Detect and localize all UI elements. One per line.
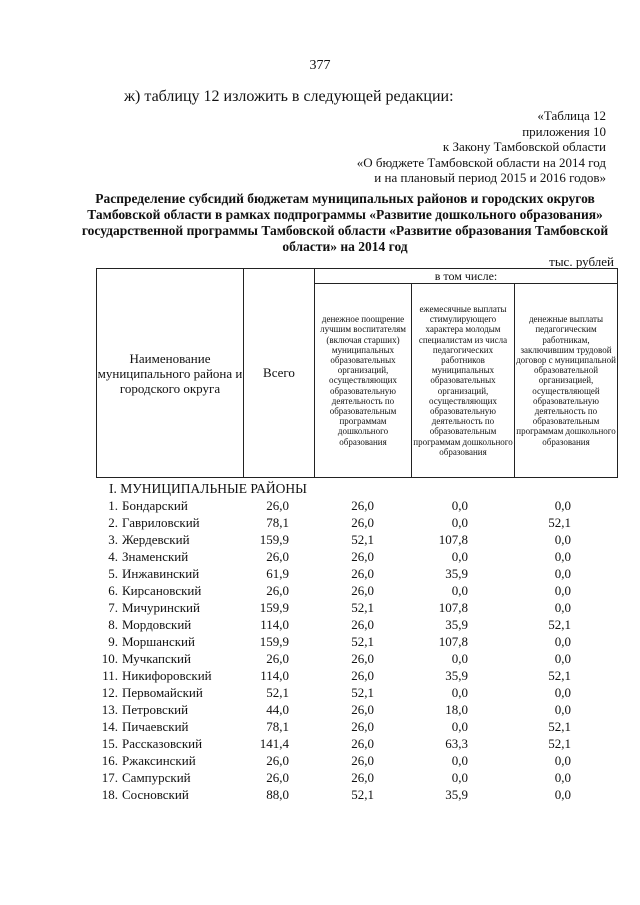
header-including: в том числе: bbox=[315, 269, 618, 284]
row-value-3: 0,0 bbox=[554, 770, 571, 785]
row-number: 2. bbox=[108, 515, 118, 530]
table-row bbox=[0, 786, 640, 803]
row-total: 26,0 bbox=[266, 549, 289, 564]
row-value-2: 0,0 bbox=[451, 770, 468, 785]
row-value-1: 26,0 bbox=[351, 583, 374, 598]
row-value-1: 26,0 bbox=[351, 702, 374, 717]
page-number: 377 bbox=[309, 58, 331, 73]
row-value-3: 0,0 bbox=[554, 549, 571, 564]
row-value-2: 0,0 bbox=[451, 719, 468, 734]
table-header bbox=[96, 268, 618, 478]
document-title: Распределение субсидий бюджетам муниципальных районов и городских округов Тамбовской области в рамках подпрограммы «Развитие дошкольного образования» государственной программы Тамбовской области «Развитие образования Тамбовской области» на 2014 год bbox=[81, 191, 609, 254]
row-number: 17. bbox=[101, 770, 118, 785]
row-value-2: 0,0 bbox=[451, 753, 468, 768]
row-value-2: 107,8 bbox=[438, 600, 468, 615]
table-row bbox=[0, 718, 640, 735]
row-total: 78,1 bbox=[266, 515, 289, 530]
header-subcolumn-1: денежное поощрение лучшим воспитателям (включая старших) муниципальных образовательных организаций, осуществляющих образовательную деятельность по образовательным программам дошкольного образования bbox=[315, 284, 412, 478]
caption-line: и на плановый период 2015 и 2016 годов» bbox=[374, 170, 606, 185]
header-subcolumn-3: денежные выплаты педагогическим работникам, заключившим трудовой договор с муниципальной образовательной организацией, осуществляющей образовательную деятельность по образовательным программам дошкольного образования bbox=[515, 284, 618, 478]
row-number: 14. bbox=[101, 719, 118, 734]
row-value-2: 35,9 bbox=[445, 566, 468, 581]
row-name: Бондарский bbox=[122, 498, 188, 513]
row-value-1: 26,0 bbox=[351, 498, 374, 513]
row-number: 9. bbox=[108, 634, 118, 649]
row-name: Петровский bbox=[122, 702, 189, 717]
table-row bbox=[0, 497, 640, 514]
row-total: 159,9 bbox=[259, 634, 289, 649]
row-value-3: 0,0 bbox=[554, 566, 571, 581]
row-value-3: 0,0 bbox=[554, 583, 571, 598]
table-row bbox=[0, 633, 640, 650]
header-subcolumn-2: ежемесячные выплаты стимулирующего характера молодым специалистам из числа педагогических работников муниципальных образовательных организаций, осуществляющих образовательную деятельность по образовательным программам дошкольного образования bbox=[412, 284, 515, 478]
row-value-2: 107,8 bbox=[438, 634, 468, 649]
row-number: 1. bbox=[108, 498, 118, 513]
caption-line: к Закону Тамбовской области bbox=[442, 139, 606, 154]
caption-line: «Таблица 12 bbox=[537, 108, 606, 123]
row-name: Никифоровский bbox=[122, 668, 212, 683]
section-title: I. МУНИЦИПАЛЬНЫЕ РАЙОНЫ bbox=[109, 481, 307, 496]
table-row bbox=[0, 701, 640, 718]
row-number: 10. bbox=[101, 651, 118, 666]
row-total: 141,4 bbox=[259, 736, 289, 751]
row-value-1: 52,1 bbox=[351, 787, 374, 802]
row-value-2: 0,0 bbox=[451, 498, 468, 513]
row-name: Сосновский bbox=[122, 787, 189, 802]
units-label: тыс. рублей bbox=[549, 254, 614, 269]
table-row bbox=[0, 582, 640, 599]
table-row bbox=[0, 565, 640, 582]
row-value-3: 0,0 bbox=[554, 532, 571, 547]
row-total: 44,0 bbox=[266, 702, 289, 717]
row-name: Знаменский bbox=[122, 549, 189, 564]
row-value-3: 52,1 bbox=[548, 617, 571, 632]
row-number: 15. bbox=[101, 736, 118, 751]
row-total: 26,0 bbox=[266, 498, 289, 513]
row-value-1: 26,0 bbox=[351, 651, 374, 666]
row-value-2: 35,9 bbox=[445, 617, 468, 632]
table-row bbox=[0, 667, 640, 684]
row-name: Кирсановский bbox=[122, 583, 202, 598]
row-number: 6. bbox=[108, 583, 118, 598]
row-total: 114,0 bbox=[260, 617, 289, 632]
row-number: 11. bbox=[102, 668, 118, 683]
row-number: 18. bbox=[101, 787, 118, 802]
table-row bbox=[0, 599, 640, 616]
row-total: 114,0 bbox=[260, 668, 289, 683]
row-name: Моршанский bbox=[122, 634, 195, 649]
table-row bbox=[0, 684, 640, 701]
row-value-2: 0,0 bbox=[451, 549, 468, 564]
row-total: 88,0 bbox=[266, 787, 289, 802]
caption-line: приложения 10 bbox=[522, 123, 606, 139]
row-value-2: 35,9 bbox=[445, 668, 468, 683]
row-value-2: 0,0 bbox=[451, 515, 468, 530]
row-number: 12. bbox=[101, 685, 118, 700]
row-number: 3. bbox=[108, 532, 118, 547]
row-total: 26,0 bbox=[266, 651, 289, 666]
table-row bbox=[0, 616, 640, 633]
row-value-2: 63,3 bbox=[445, 736, 468, 751]
row-name: Мичуринский bbox=[122, 600, 200, 615]
row-total: 78,1 bbox=[266, 719, 289, 734]
row-value-1: 26,0 bbox=[351, 566, 374, 581]
row-value-3: 0,0 bbox=[554, 685, 571, 700]
row-value-1: 26,0 bbox=[351, 668, 374, 683]
row-value-1: 52,1 bbox=[351, 634, 374, 649]
row-value-1: 26,0 bbox=[351, 736, 374, 751]
row-number: 7. bbox=[108, 600, 118, 615]
row-name: Жердевский bbox=[122, 532, 190, 547]
row-number: 4. bbox=[108, 549, 118, 564]
table-row bbox=[0, 514, 640, 531]
row-value-1: 26,0 bbox=[351, 515, 374, 530]
row-value-3: 52,1 bbox=[548, 515, 571, 530]
row-value-3: 0,0 bbox=[554, 651, 571, 666]
table-row bbox=[0, 769, 640, 786]
row-value-2: 35,9 bbox=[445, 787, 468, 802]
row-value-3: 52,1 bbox=[548, 668, 571, 683]
row-name: Первомайский bbox=[122, 685, 203, 700]
row-value-2: 0,0 bbox=[451, 583, 468, 598]
row-value-1: 52,1 bbox=[351, 532, 374, 547]
row-total: 52,1 bbox=[266, 685, 289, 700]
row-total: 159,9 bbox=[259, 532, 289, 547]
row-number: 16. bbox=[101, 753, 118, 768]
row-total: 26,0 bbox=[266, 583, 289, 598]
row-value-3: 0,0 bbox=[554, 634, 571, 649]
row-name: Мордовский bbox=[122, 617, 192, 632]
caption-line: «О бюджете Тамбовской области на 2014 год bbox=[356, 154, 606, 170]
row-name: Рассказовский bbox=[122, 736, 203, 751]
row-number: 5. bbox=[108, 566, 118, 581]
row-name: Гавриловский bbox=[122, 515, 200, 530]
row-value-1: 26,0 bbox=[351, 770, 374, 785]
table-caption bbox=[357, 108, 606, 186]
row-value-1: 52,1 bbox=[351, 685, 374, 700]
row-total: 159,9 bbox=[259, 600, 289, 615]
row-name: Пичаевский bbox=[122, 719, 189, 734]
row-value-1: 52,1 bbox=[351, 600, 374, 615]
row-total: 61,9 bbox=[266, 566, 289, 581]
row-number: 13. bbox=[101, 702, 118, 717]
row-number: 8. bbox=[108, 617, 118, 632]
row-value-3: 0,0 bbox=[554, 600, 571, 615]
table-body bbox=[0, 497, 640, 803]
header-name-column: Наименование муниципального района и городского округа bbox=[97, 269, 244, 478]
row-value-2: 107,8 bbox=[438, 532, 468, 547]
row-value-2: 0,0 bbox=[451, 685, 468, 700]
table-row bbox=[0, 752, 640, 769]
row-value-3: 0,0 bbox=[554, 787, 571, 802]
row-name: Инжавинский bbox=[122, 566, 200, 581]
intro-line: ж) таблицу 12 изложить в следующей редакции: bbox=[124, 88, 454, 105]
row-value-1: 26,0 bbox=[351, 753, 374, 768]
row-value-3: 0,0 bbox=[554, 753, 571, 768]
row-total: 26,0 bbox=[266, 753, 289, 768]
table-row bbox=[0, 650, 640, 667]
row-value-3: 52,1 bbox=[548, 736, 571, 751]
table-row bbox=[0, 531, 640, 548]
row-name: Мучкапский bbox=[122, 651, 191, 666]
row-total: 26,0 bbox=[266, 770, 289, 785]
row-name: Ржаксинский bbox=[122, 753, 196, 768]
row-value-3: 52,1 bbox=[548, 719, 571, 734]
header-total-column: Всего bbox=[244, 269, 315, 478]
row-value-2: 0,0 bbox=[451, 651, 468, 666]
row-value-2: 18,0 bbox=[445, 702, 468, 717]
row-value-3: 0,0 bbox=[554, 702, 571, 717]
row-name: Сампурский bbox=[122, 770, 191, 785]
row-value-1: 26,0 bbox=[351, 617, 374, 632]
row-value-1: 26,0 bbox=[351, 549, 374, 564]
table-row bbox=[0, 735, 640, 752]
row-value-3: 0,0 bbox=[554, 498, 571, 513]
row-value-1: 26,0 bbox=[351, 719, 374, 734]
table-row bbox=[0, 548, 640, 565]
